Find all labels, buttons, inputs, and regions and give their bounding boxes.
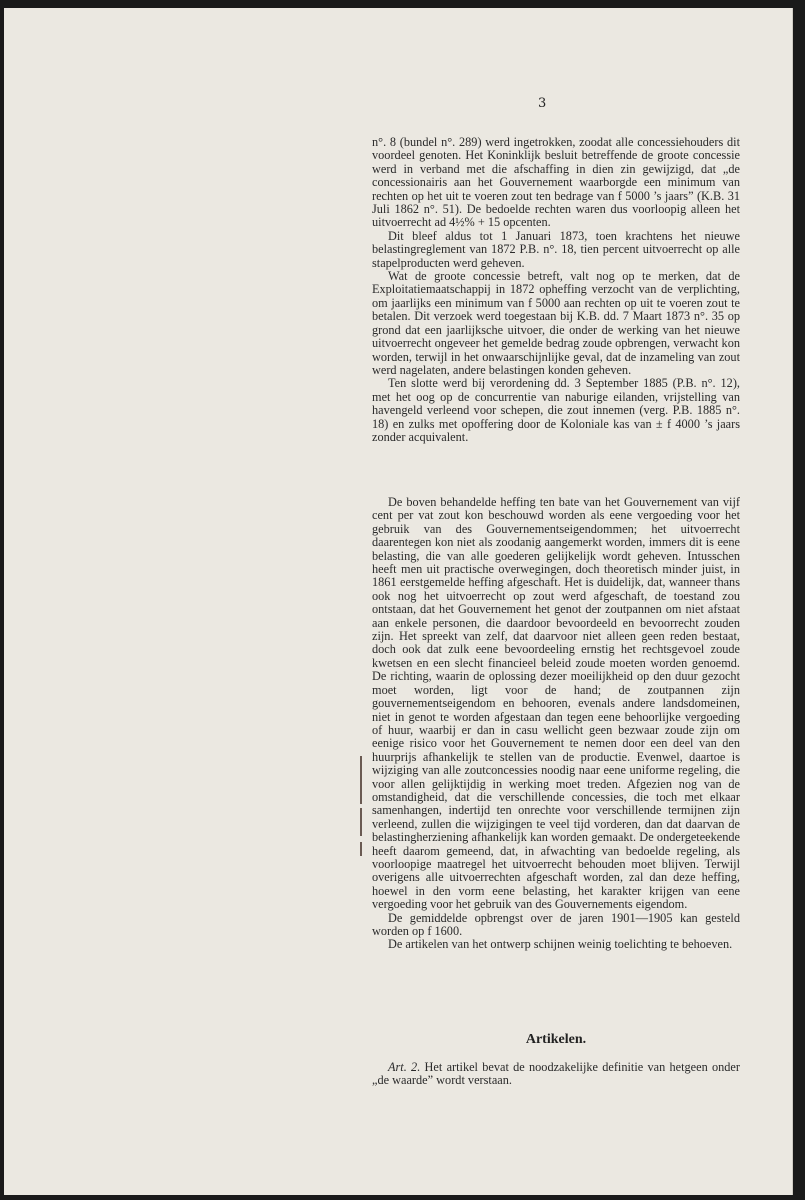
text-block-top (372, 136, 740, 444)
paragraph: De gemiddelde opbrengst over de jaren 1901—1905 kan gesteld worden op f 1600. (372, 910, 740, 938)
paragraph: De boven behandelde heffing ten bate van het Gouvernement van vijf cent per vat zout kon beschouwd worden als eene vergoeding voor het gebruik van des Gouvernementseigendommen; het uitvoerrecht daarentegen kon niet als zoodanig aangemerkt worden, immers dit is eene belasting, die van alle goederen gelijkelijk wordt geheven. Intusschen heeft men uit practische overwegingen, doch theoretisch minder juist, in 1861 eerstgemelde heffing afgeschaft. Het is duidelijk, dat, wanneer thans ook nog het uitvoerrecht op zout werd afgeschaft, de toestand zou ontstaan, dat het Gouvernement het genot der zoutpannen om niet afstaat aan enkele personen, die daardoor bevoordeeld en bevoorrecht zouden zijn. Het spreekt van zelf, dat daarvoor niet alleen geen reden bestaat, doch ook dat zulk eene bevoordeeling ernstig het rechtsgevoel zoude kwetsen en een slecht financieel beleid zoude moeten worden genoemd. De richting, waarin de oplossing dezer moeilijkheid op den duur gezocht moet worden, ligt voor de hand; de zoutpannen zijn gouvernementseigendom en behooren, evenals andere landsdomeinen, niet in genot te worden afgestaan dan tegen eene behoorlijke vergoeding of huur, waarbij er dan in casu wellicht geen bezwaar zoude zijn om eenige risico voor het Gouvernement te nemen door een deel van den huurprijs afhankelijk te stellen van de productie. Evenwel, daartoe is wijziging van alle zoutconcessies noodig naar eene uniforme regeling, die voor allen gelijktijdig in werking moet treden. Afgezien nog van de omstandigheid, dat die verschillende concessies, die toch met elkaar samenhangen, indertijd ten onrechte voor verschillende termijnen zijn verleend, zullen die wijzigingen te veel tijd vorderen, dan dat daarvan de belastingherziening afhankelijk kan worden gemaakt. De ondergeteekende heeft daarom gemeend, dat, in afwachting van bedoelde regeling, als voorloopige maatregel het uitvoerrecht behouden moet blijven. Terwijl overigens alle uitvoerrechten afgeschaft worden, zal dan deze heffing, hoewel in den vorm eene belasting, het karakter krijgen van eene vergoeding voor het gebruik van des Gouvernements eigendom. (372, 495, 740, 912)
article-paragraph (372, 1061, 740, 1088)
page-number: 3 (538, 96, 547, 111)
paragraph: Dit bleef aldus tot 1 Januari 1873, toen krachtens het nieuwe belastingreglement van 1872 P.B. n°. 18, tien percent uitvoerrecht op alle stapelproducten werd geheven. (372, 228, 740, 270)
text-block-article (372, 1061, 740, 1088)
paragraph: Ten slotte werd bij verordening dd. 3 September 1885 (P.B. n°. 12), met het oog op de concurrentie van naburige eilanden, vrijstelling van havengeld verleend voor schepen, die zout innemen (verg. P.B. 1885 n°. 18) en zulks met opoffering door de Koloniale kas van ± f 4000 ’s jaars zonder acquivalent. (372, 376, 740, 444)
section-heading: Artikelen. (525, 1032, 587, 1047)
margin-annotation-line (360, 756, 362, 804)
text-block-middle (372, 496, 740, 952)
article-label: Art. 2. (388, 1060, 421, 1074)
margin-annotation-line (360, 842, 362, 856)
paragraph: n°. 8 (bundel n°. 289) werd ingetrokken, zoodat alle concessiehouders dit voordeel genoten. Het Koninklijk besluit betreffende de groote concessie werd in verband met die afschaffing in dien zin gewijzigd, dat „de concessionairis aan het Gouvernement waarborgde een minimum van rechten op het uit te voeren zout ten bedrage van f 5000 ’s jaars” (K.B. 31 Juli 1862 n°. 51). De bedoelde rechten waren dus voorloopig alleen het uitvoerrecht ad 4½% + 15 opcenten. (372, 135, 740, 230)
article-text: Het artikel bevat de noodzakelijke definitie van hetgeen onder „de waarde” wordt verstaan. (372, 1060, 740, 1088)
paragraph: De artikelen van het ontwerp schijnen weinig toelichting te behoeven. (388, 937, 733, 952)
paragraph: Wat de groote concessie betreft, valt nog op te merken, dat de Exploitatiemaatschappij in 1872 opheffing verzocht van de verplichting, om jaarlijks een minimum van f 5000 aan rechten op uit te voeren zout te betalen. Dit verzoek werd toegestaan bij K.B. dd. 7 Maart 1873 n°. 35 op grond dat een jaarlijksche uitvoer, die onder de werking van het nieuwe uitvoerrecht ongeveer het gemelde bedrag zoude opbrengen, verwacht kon worden, terwijl in het onwaarschijnlijke geval, dat de inzameling van zout werd nagelaten, andere belastingen konden geheven. (372, 269, 740, 377)
document-page (4, 8, 793, 1195)
margin-annotation-line (360, 808, 362, 836)
